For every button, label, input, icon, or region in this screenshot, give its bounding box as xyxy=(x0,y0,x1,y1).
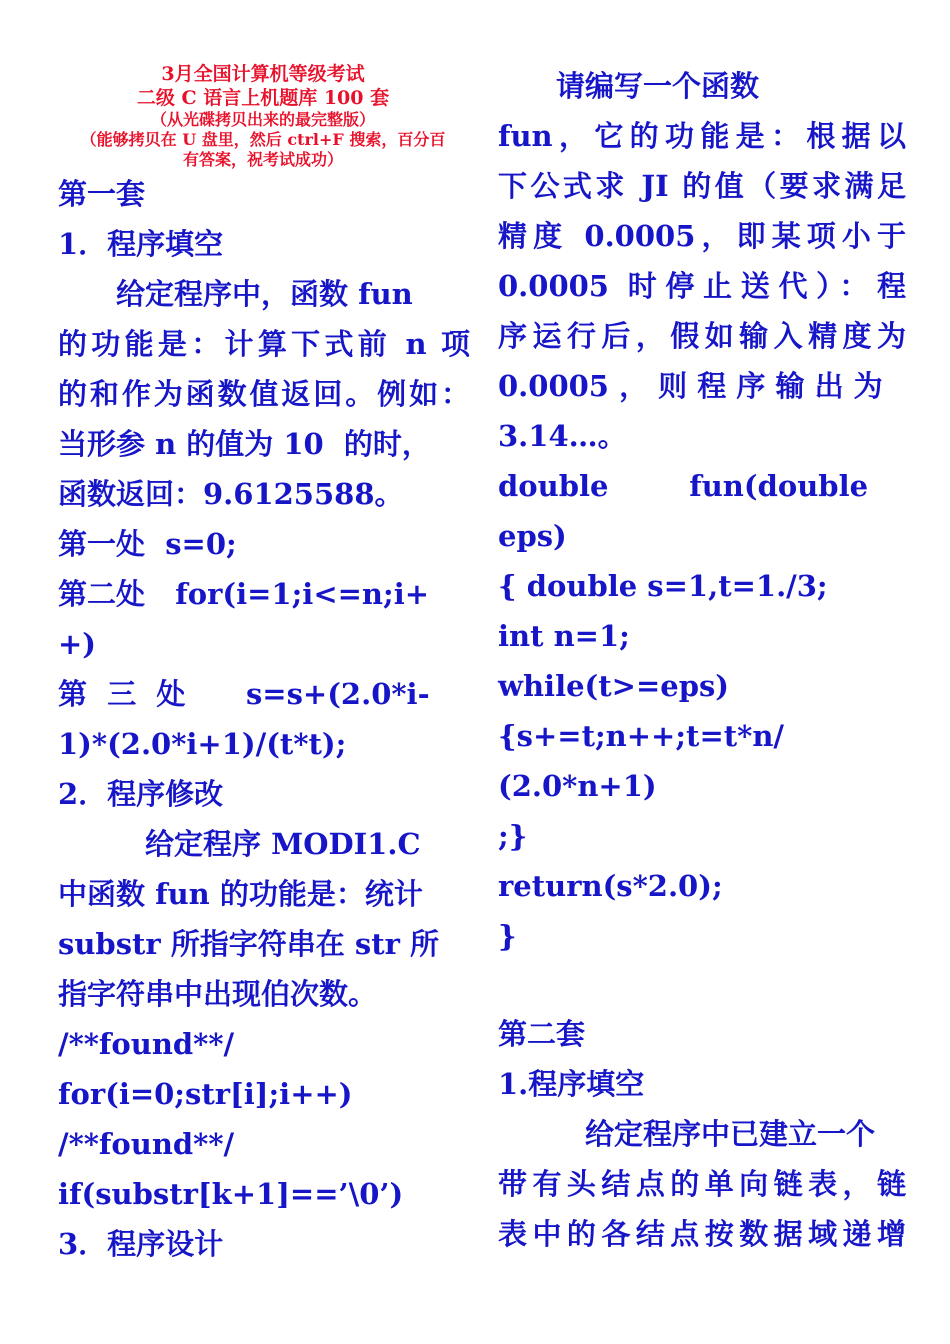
text-line: /**found**/ xyxy=(58,1127,235,1161)
text-line: int n=1; xyxy=(498,619,630,653)
text-line: 3.14…。 xyxy=(498,419,627,453)
text-line: 给定程序中，函数 fun xyxy=(58,277,413,311)
text-line: (2.0*n+1) xyxy=(498,769,657,803)
text-line: 2．程序修改 xyxy=(58,777,224,811)
text-line: 1)*(2.0*i+1)/(t*t); xyxy=(58,727,347,761)
text-line: for(i=0;str[i];i++) xyxy=(58,1077,353,1111)
text-line: 的和作为函数值返回。例如： xyxy=(58,377,470,411)
text-line: 1.程序填空 xyxy=(498,1067,645,1101)
text-line: 下公式求 JI 的值（要求满足 xyxy=(498,169,906,203)
text-line: return(s*2.0); xyxy=(498,869,723,903)
text-line: } xyxy=(498,919,517,953)
text-line: 当形参 n 的值为 10 的时， xyxy=(58,427,431,461)
text-line: 中函数 fun 的功能是：统计 xyxy=(58,877,423,911)
text-line: 给定程序 MODI1.C xyxy=(58,827,421,861)
text-line: { double s=1,t=1./3; xyxy=(498,569,828,603)
text-line: 函数返回：9.6125588。 xyxy=(58,477,404,511)
text-line: 序运行后，假如输入精度为 xyxy=(498,319,906,353)
text-line: 第 三 处 s=s+(2.0*i- xyxy=(58,677,430,711)
document-header xyxy=(58,62,468,170)
text-line: 指字符串中出现伯次数。 xyxy=(58,977,378,1011)
text-line: 第一处 s=0; xyxy=(58,527,237,561)
header-title: 3月全国计算机等级考试 xyxy=(161,63,365,85)
text-line: fun，它的功能是：根据以 xyxy=(498,119,906,153)
text-line: {s+=t;n++;t=t*n/ xyxy=(498,719,784,753)
text-line: 给定程序中已建立一个 xyxy=(498,1117,876,1151)
text-line: while(t>=eps) xyxy=(498,669,730,703)
text-line: 第二套 xyxy=(498,1017,586,1051)
text-line: 的功能是：计算下式前 n 项 xyxy=(58,327,470,361)
text-line xyxy=(498,968,906,1004)
header-note: 有答案，祝考试成功） xyxy=(182,150,343,169)
text-line: substr 所指字符串在 str 所 xyxy=(58,927,439,961)
header-subtitle: 二级 C 语言上机题库 100 套 xyxy=(136,87,390,109)
text-line: 带有头结点的单向链表，链 xyxy=(498,1167,906,1201)
text-line: /**found**/ xyxy=(58,1027,235,1061)
text-line: +) xyxy=(58,627,97,661)
text-line: 0.0005 ， 则 程 序 输 出 为 xyxy=(498,369,883,403)
header-note: （从光碟拷贝出来的最完整版） xyxy=(150,110,375,129)
text-line: ;} xyxy=(498,819,528,853)
text-line: 1．程序填空 xyxy=(58,227,224,261)
text-line: double fun(double xyxy=(498,469,869,503)
text-line: 精度 0.0005，即某项小于 xyxy=(498,219,906,253)
text-line: 0.0005 时停止送代）：程 xyxy=(498,269,906,303)
text-line: eps) xyxy=(498,519,567,553)
text-line: 第二处 for(i=1;i<=n;i+ xyxy=(58,577,430,611)
text-line: 请编写一个函数 xyxy=(498,69,760,103)
text-line: 第一套 xyxy=(58,177,146,211)
text-line: 表中的各结点按数据域递增 xyxy=(498,1217,906,1251)
text-line: 3．程序设计 xyxy=(58,1227,224,1261)
header-note: （能够拷贝在 U 盘里，然后 ctrl+F 搜索，百分百 xyxy=(80,130,446,149)
text-line: if(substr[k+1]==’\0’) xyxy=(58,1177,404,1211)
